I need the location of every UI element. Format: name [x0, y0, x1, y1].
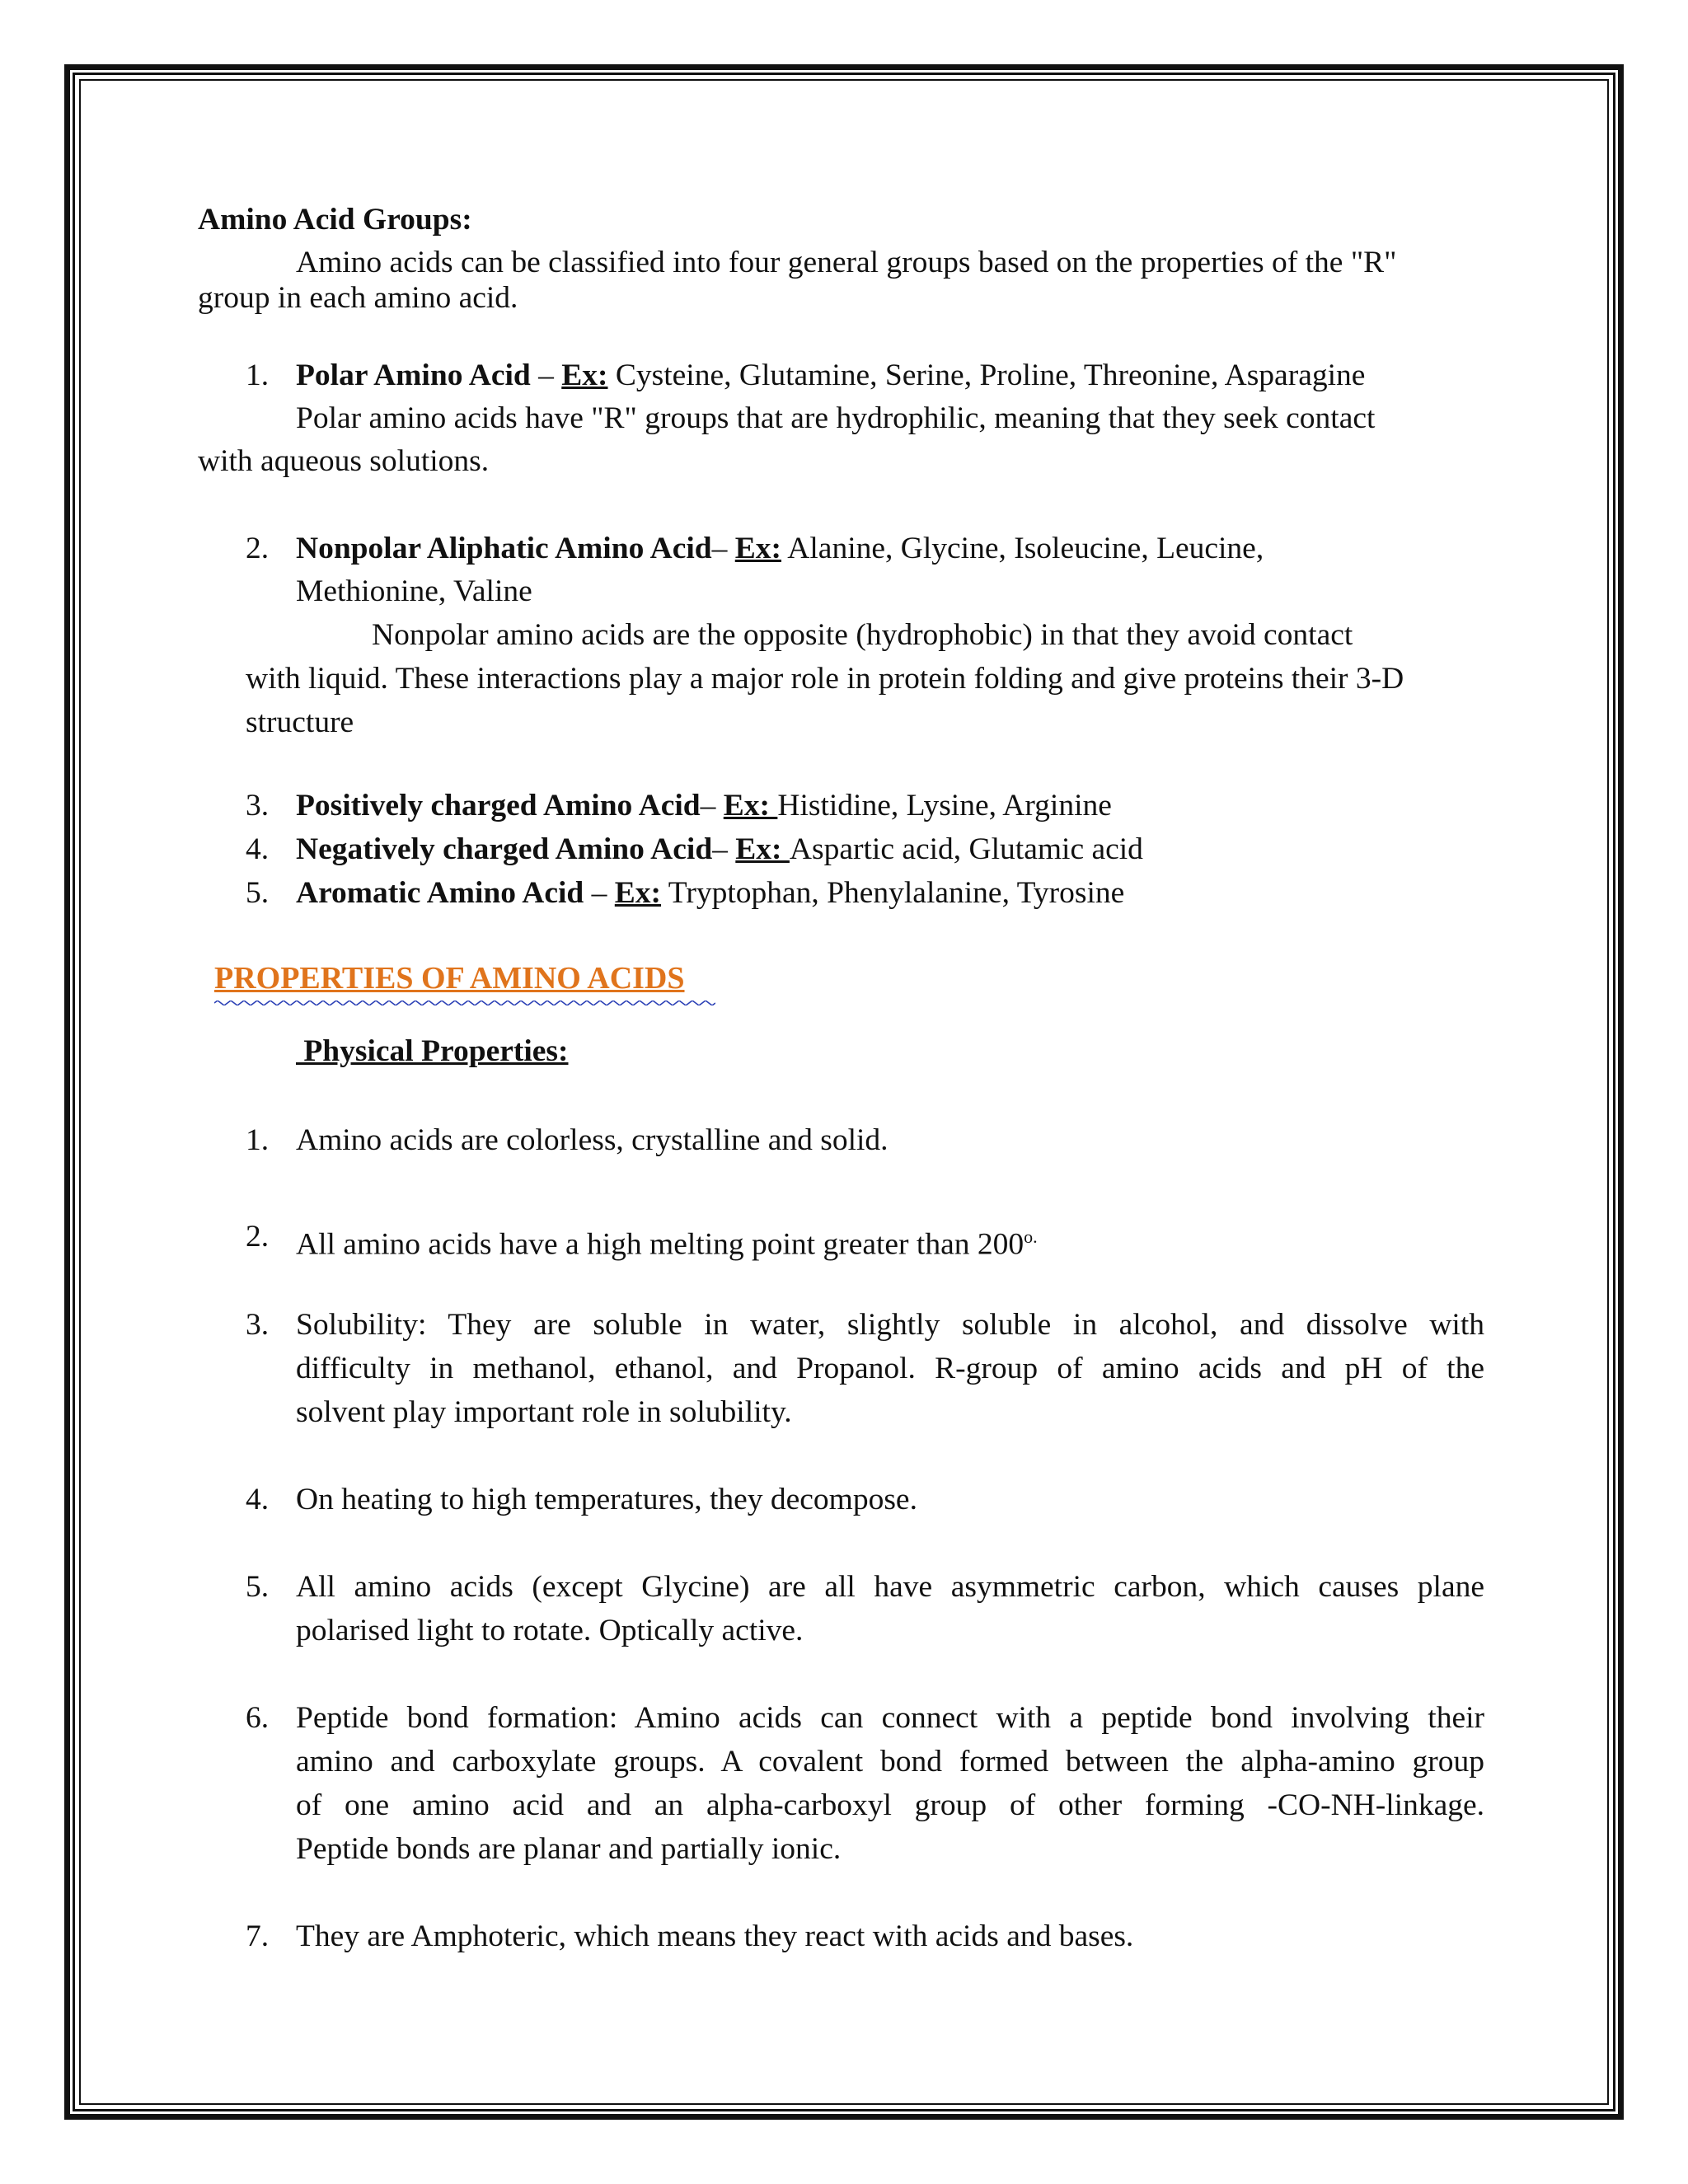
- property-line: All amino acids (except Glycine) are all have asymmetric carbon, which causes plane: [296, 1570, 1484, 1604]
- list-number: 3.: [246, 789, 270, 823]
- list-number: 1.: [246, 359, 270, 392]
- examples-continued: Methionine, Valine: [296, 574, 532, 608]
- list-item-negatively-charged: [296, 831, 1143, 869]
- property-line: of one amino acid and an alpha-carboxyl group of other forming -CO-NH-linkage.: [296, 1788, 1484, 1822]
- spellcheck-squiggle: [214, 1001, 715, 1005]
- separator: –: [530, 359, 562, 392]
- list-number: 2.: [246, 1220, 270, 1254]
- examples: Aspartic acid, Glutamic acid: [789, 832, 1143, 866]
- degree-superscript: o.: [1024, 1226, 1038, 1247]
- list-number: 4.: [246, 1483, 270, 1516]
- list-number: 2.: [246, 532, 270, 565]
- property-line: amino and carboxylate groups. A covalent bond formed between the alpha-amino group: [296, 1745, 1484, 1779]
- group-name: Aromatic Amino Acid: [296, 876, 584, 910]
- separator: –: [700, 789, 724, 823]
- list-number: 5.: [246, 1570, 270, 1604]
- physical-properties-subheading: Physical Properties:: [296, 1034, 569, 1068]
- intro-text-line-2: group in each amino acid.: [198, 281, 518, 315]
- separator: –: [712, 832, 736, 866]
- examples: Alanine, Glycine, Isoleucine, Leucine,: [781, 532, 1264, 565]
- property-line: Peptide bond formation: Amino acids can connect with a peptide bond involving their: [296, 1701, 1484, 1735]
- example-label: Ex:: [735, 832, 790, 866]
- property-line: Amino acids are colorless, crystalline and solid.: [296, 1123, 889, 1157]
- list-number: 7.: [246, 1919, 270, 1953]
- separator: –: [711, 532, 735, 565]
- list-item-positively-charged: [296, 787, 1112, 825]
- property-text: All amino acids have a high melting point greater than 200: [296, 1227, 1025, 1262]
- list-number: 6.: [246, 1701, 270, 1735]
- intro-text-line-1: Amino acids can be classified into four general groups based on the properties of the "R": [296, 246, 1397, 279]
- section-title-amino-acid-groups: Amino Acid Groups:: [198, 203, 472, 237]
- properties-heading: PROPERTIES OF AMINO ACIDS: [214, 961, 685, 996]
- example-label: Ex:: [614, 876, 662, 910]
- separator: –: [584, 876, 615, 910]
- group-name: Polar Amino Acid: [296, 359, 531, 392]
- description-line: Nonpolar amino acids are the opposite (hydrophobic) in that they avoid contact: [372, 618, 1353, 652]
- property-line: On heating to high temperatures, they decompose.: [296, 1483, 917, 1516]
- property-line: solvent play important role in solubility.: [296, 1395, 792, 1429]
- list-number: 1.: [246, 1123, 270, 1157]
- examples: Histidine, Lysine, Arginine: [777, 789, 1112, 823]
- description-line: with aqueous solutions.: [198, 444, 490, 478]
- property-line: polarised light to rotate. Optically active.: [296, 1614, 804, 1647]
- example-label: Ex:: [734, 532, 781, 565]
- list-item-aromatic: [296, 874, 1124, 912]
- group-name: Positively charged Amino Acid: [296, 789, 701, 823]
- list-item-polar: [296, 357, 1365, 395]
- examples: Tryptophan, Phenylalanine, Tyrosine: [661, 876, 1125, 910]
- property-line: They are Amphoteric, which means they react with acids and bases.: [296, 1919, 1134, 1953]
- example-label: Ex:: [561, 359, 608, 392]
- list-number: 4.: [246, 832, 270, 866]
- property-line: Solubility: They are soluble in water, slightly soluble in alcohol, and dissolve with: [296, 1308, 1484, 1342]
- description-line: Polar amino acids have "R" groups that are hydrophilic, meaning that they seek contact: [296, 401, 1376, 435]
- list-item-nonpolar: [296, 530, 1264, 568]
- list-number: 3.: [246, 1308, 270, 1342]
- property-line: difficulty in methanol, ethanol, and Propanol. R-group of amino acids and pH of the: [296, 1352, 1484, 1385]
- description-line: structure: [246, 705, 354, 739]
- description-line: with liquid. These interactions play a major role in protein folding and give proteins their 3-D: [246, 662, 1404, 696]
- property-line: [296, 1218, 1038, 1264]
- property-line: Peptide bonds are planar and partially ionic.: [296, 1832, 842, 1866]
- example-label: Ex:: [723, 789, 778, 823]
- list-number: 5.: [246, 876, 270, 910]
- group-name: Negatively charged Amino Acid: [296, 832, 713, 866]
- examples: Cysteine, Glutamine, Serine, Proline, Threonine, Asparagine: [607, 359, 1366, 392]
- group-name: Nonpolar Aliphatic Amino Acid: [296, 532, 712, 565]
